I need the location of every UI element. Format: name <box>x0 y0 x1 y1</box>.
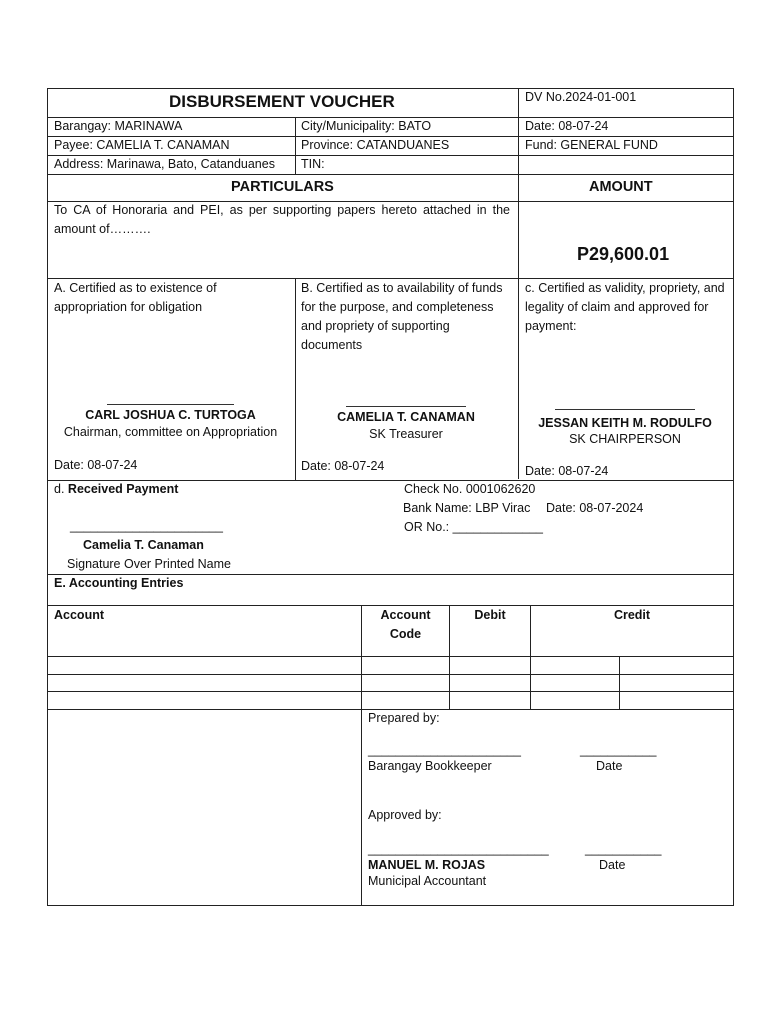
or-number: OR No.: _____________ <box>404 520 543 534</box>
cert-c-name: JESSAN KEITH M. RODULFO <box>538 416 712 430</box>
approved-date: Date <box>599 858 626 872</box>
fund-field: Fund: GENERAL FUND <box>525 138 658 152</box>
cert-a-signature-line <box>107 404 234 405</box>
particulars-text: To CA of Honoraria and PEI, as per supporting papers hereto attached in the amount of………. <box>54 203 510 236</box>
barangay-field: Barangay: MARINAWA <box>54 119 183 133</box>
cert-c-date: Date: 08-07-24 <box>525 464 609 478</box>
particulars-header: PARTICULARS <box>231 179 334 195</box>
bank-name: Bank Name: LBP Virac <box>403 501 531 515</box>
accounting-entries-label: E. Accounting Entries <box>54 576 184 590</box>
cert-b-text: B. Certified as to availability of funds for the purpose, and completeness and propriety of supporting documents <box>301 281 503 352</box>
province-field: Province: CATANDUANES <box>301 138 450 152</box>
received-name: Camelia T. Canaman <box>83 538 204 552</box>
prepared-signature-line: ______________________ <box>368 743 521 757</box>
approved-signature-line: __________________________ <box>368 842 549 856</box>
approved-title: Municipal Accountant <box>368 874 487 888</box>
received-payment-label <box>54 482 178 498</box>
date-field: Date: 08-07-24 <box>525 119 609 133</box>
received-signature-line: ______________________ <box>70 519 223 533</box>
amount-header: AMOUNT <box>589 179 653 195</box>
dv-number: DV No.2024-01-001 <box>525 90 637 104</box>
prepared-title: Barangay Bookkeeper <box>368 759 492 773</box>
bank-date: Date: 08-07-2024 <box>546 501 644 515</box>
cert-c-title: SK CHAIRPERSON <box>569 432 681 446</box>
col-account-code-1: Account <box>380 608 431 622</box>
cert-b-name: CAMELIA T. CANAMAN <box>337 410 475 424</box>
approved-label: Approved by: <box>368 808 442 822</box>
voucher-title: DISBURSEMENT VOUCHER <box>169 92 395 111</box>
tin-field: TIN: <box>301 157 325 171</box>
prepared-date: Date <box>596 759 623 773</box>
col-account-code-2: Code <box>389 627 422 641</box>
cert-b-signature-line <box>346 406 466 407</box>
received-label: Received Payment <box>67 482 179 496</box>
cert-a-name: CARL JOSHUA C. TURTOGA <box>85 408 256 422</box>
cert-a-date: Date: 08-07-24 <box>54 458 138 472</box>
received-prefix: d. <box>54 482 65 496</box>
cert-c-text: c. Certified as validity, propriety, and legality of claim and approved for payment: <box>525 281 725 333</box>
check-number: Check No. 0001062620 <box>404 482 536 496</box>
col-credit: Credit <box>613 608 651 622</box>
received-caption: Signature Over Printed Name <box>67 557 231 571</box>
payee-field: Payee: CAMELIA T. CANAMAN <box>54 138 230 152</box>
cert-c-signature-line <box>555 409 695 410</box>
approved-name: MANUEL M. ROJAS <box>368 858 486 872</box>
city-field: City/Municipality: BATO <box>301 119 432 133</box>
cert-b-date: Date: 08-07-24 <box>301 459 385 473</box>
prepared-date-line: ___________ <box>580 743 657 757</box>
col-account: Account <box>54 608 104 622</box>
cert-b-title: SK Treasurer <box>369 427 443 441</box>
amount-value: P29,600.01 <box>577 244 670 264</box>
address-field: Address: Marinawa, Bato, Catanduanes <box>54 157 275 171</box>
col-debit: Debit <box>474 608 506 622</box>
approved-date-line: ___________ <box>585 842 662 856</box>
cert-a-title: Chairman, committee on Appropriation <box>63 425 278 439</box>
prepared-label: Prepared by: <box>368 711 440 725</box>
cert-a-text: A. Certified as to existence of appropriation for obligation <box>54 281 217 314</box>
